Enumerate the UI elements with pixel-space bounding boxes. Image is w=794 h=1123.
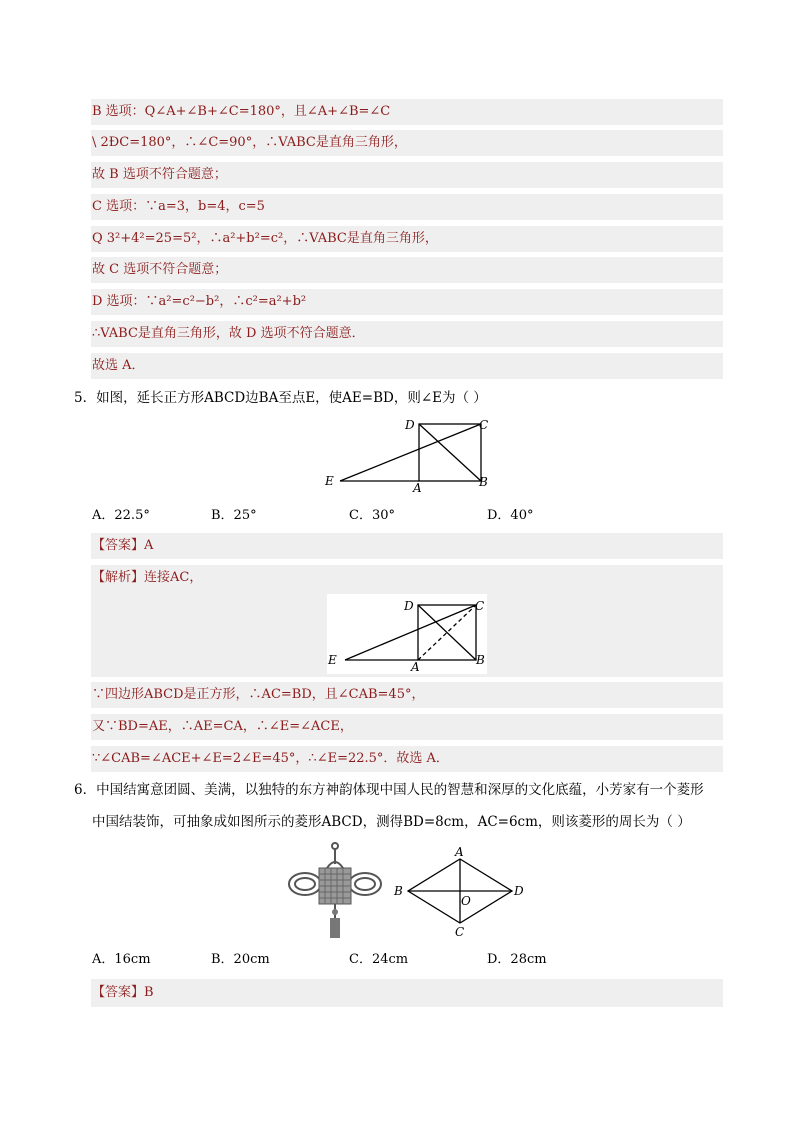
solution-c-line-2: Q 3²+4²=25=5²，∴a²+b²=c²，∴VABC是直角三角形， bbox=[91, 226, 723, 252]
solution-b-line-1: B 选项：Q∠A+∠B+∠C=180°，且∠A+∠B=∠C bbox=[91, 99, 723, 125]
q5-stem: 5．如图，延长正方形ABCD边BA至点E，使AE=BD，则∠E为（ ） bbox=[74, 390, 487, 406]
diagonal-db-2 bbox=[418, 605, 476, 660]
solution-d-line-1: D 选项：∵a²=c²−b²，∴c²=a²+b² bbox=[91, 289, 723, 315]
solution-b-line-2: \ 2ÐC=180°，∴∠C=90°，∴VABC是直角三角形， bbox=[91, 130, 723, 156]
label-c-rhombus: C bbox=[455, 925, 465, 939]
solution-c-line-3: 故 C 选项不符合题意； bbox=[91, 257, 723, 283]
q5-analysis: 【解析】连接AC， bbox=[91, 565, 723, 591]
label-d-rhombus: D bbox=[514, 884, 524, 898]
label-d-2: D bbox=[404, 599, 414, 613]
q6-option-a: A．16cm bbox=[92, 952, 151, 967]
q6-option-c: C．24cm bbox=[349, 952, 409, 967]
q6-rhombus-figure bbox=[390, 843, 530, 941]
label-d: D bbox=[405, 418, 415, 432]
chinese-knot-icon bbox=[287, 842, 383, 940]
q5-step-1: ∵四边形ABCD是正方形，∴AC=BD，且∠CAB=45°， bbox=[91, 682, 723, 708]
q6-option-b: B．20cm bbox=[211, 952, 270, 967]
line-ec bbox=[340, 424, 481, 481]
label-e-2: E bbox=[328, 653, 337, 667]
q6-stem-line-1: 6．中国结寓意团圆、美满，以独特的东方神韵体现中国人民的智慧和深厚的文化底蕴，小芳家有一个菱形 bbox=[74, 782, 704, 798]
q5-option-b: B．25° bbox=[211, 508, 257, 523]
label-o-rhombus: O bbox=[461, 894, 471, 908]
q5-analysis-figure bbox=[327, 594, 487, 674]
q5-answer: 【答案】A bbox=[91, 533, 723, 559]
label-e: E bbox=[325, 474, 334, 488]
label-a: A bbox=[413, 481, 422, 492]
label-b-2: B bbox=[476, 653, 485, 667]
q5-option-c: C．30° bbox=[349, 508, 395, 523]
line-ec-2 bbox=[345, 605, 476, 660]
q5-option-a: A．22.5° bbox=[92, 508, 150, 523]
q5-option-d: D．40° bbox=[487, 508, 534, 523]
label-b: B bbox=[479, 475, 488, 489]
solution-b-line-3: 故 B 选项不符合题意； bbox=[91, 162, 723, 188]
solution-d-line-3: 故选 A． bbox=[91, 353, 723, 379]
solution-c-line-1: C 选项：∵a=3，b=4，c=5 bbox=[91, 194, 723, 220]
q6-answer: 【答案】B bbox=[91, 979, 723, 1007]
q5-step-3: ∵∠CAB=∠ACE+∠E=2∠E=45°，∴∠E=22.5°．故选 A． bbox=[91, 746, 723, 772]
label-a-rhombus: A bbox=[455, 845, 464, 859]
q5-step-2: 又∵BD=AE，∴AE=CA，∴∠E=∠ACE， bbox=[91, 714, 723, 740]
label-a-2: A bbox=[411, 660, 420, 674]
diagonal-db bbox=[419, 424, 481, 481]
label-c: C bbox=[479, 418, 489, 432]
solution-d-line-2: ∴VABC是直角三角形，故 D 选项不符合题意． bbox=[91, 321, 723, 347]
label-b-rhombus: B bbox=[394, 884, 403, 898]
q6-option-d: D．28cm bbox=[487, 952, 547, 967]
q6-stem-line-2: 中国结装饰，可抽象成如图所示的菱形ABCD，测得BD=8cm，AC=6cm，则该菱形的周长为（ ） bbox=[92, 814, 691, 830]
label-c-2: C bbox=[475, 599, 485, 613]
q5-figure bbox=[318, 412, 498, 492]
